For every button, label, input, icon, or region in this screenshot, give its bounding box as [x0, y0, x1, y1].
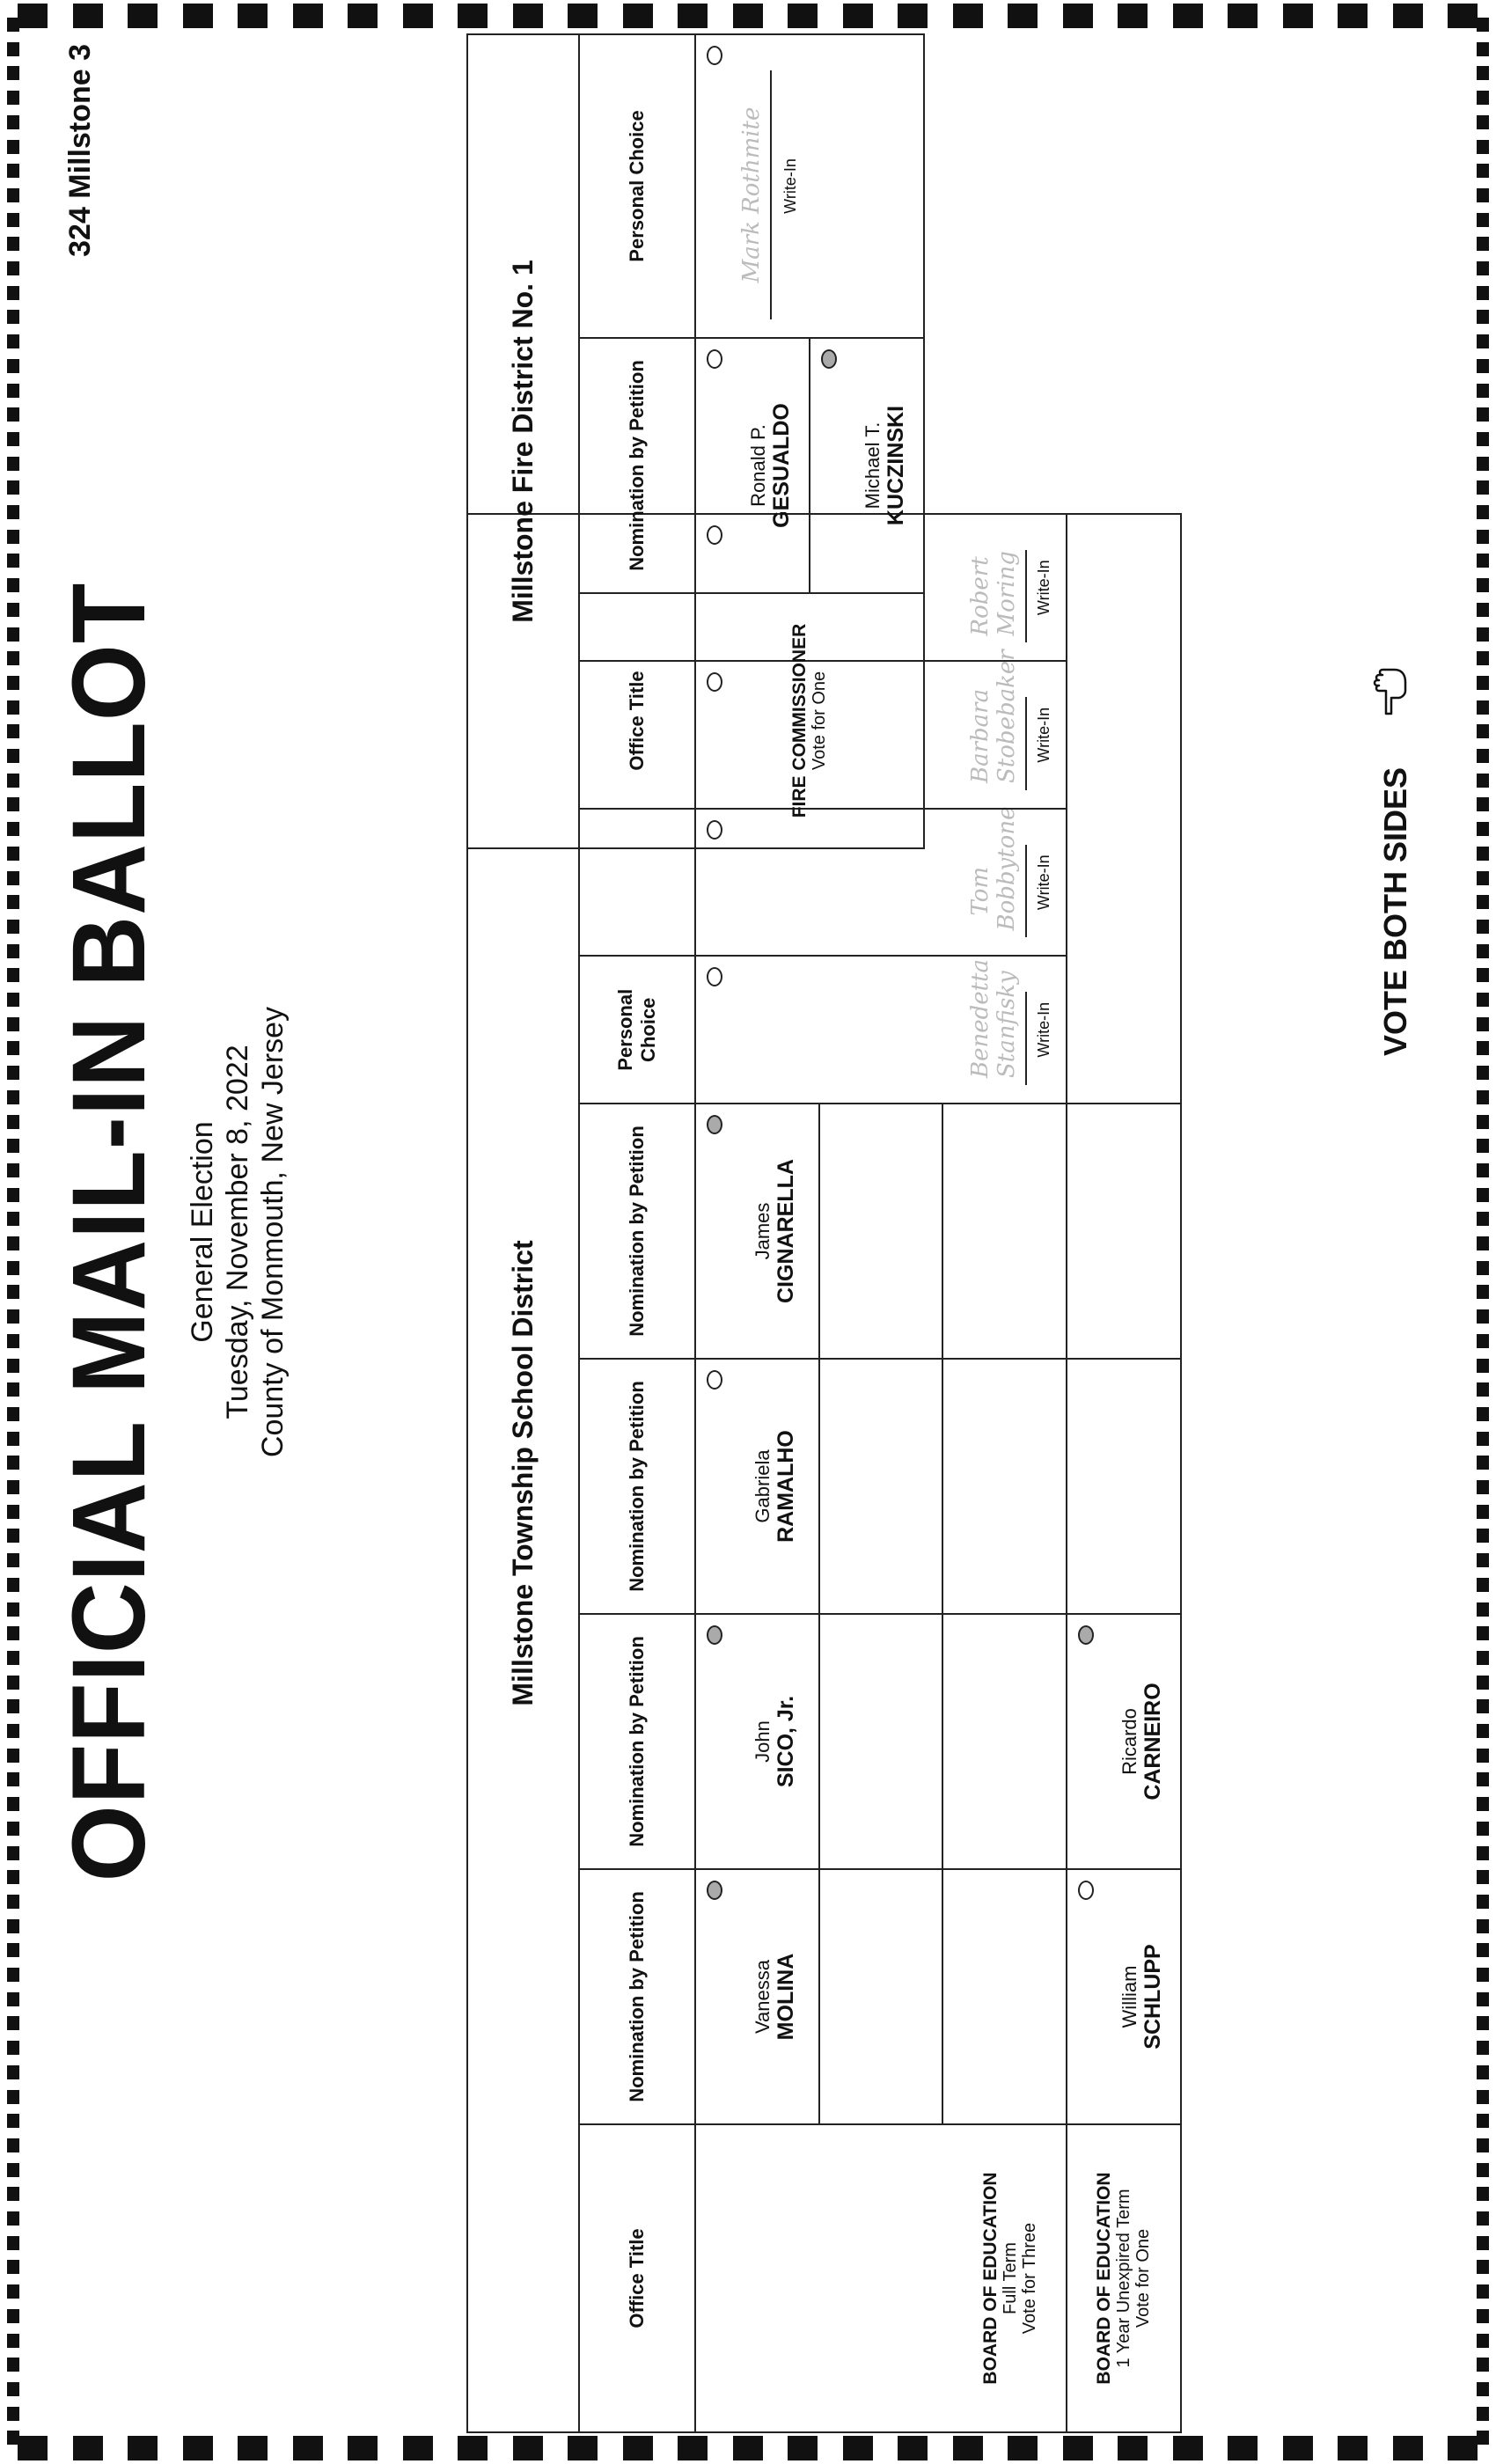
col-nomination-petition: Nomination by Petition — [579, 338, 695, 593]
candidate-cignarella[interactable] — [695, 1104, 819, 1359]
candidate-first-name: Gabriela — [751, 1449, 774, 1523]
office-vote-for: Vote for One — [810, 671, 829, 771]
candidate-molina[interactable] — [695, 1869, 819, 2124]
candidate-kuczinski[interactable] — [810, 338, 924, 593]
candidate-last-name: SICO, Jr. — [773, 1695, 798, 1788]
county-name: County of Monmouth, New Jersey — [256, 1006, 290, 1458]
candidate-first-name: Ronald P. — [746, 424, 769, 507]
candidate-last-name: MOLINA — [773, 1953, 798, 2041]
writein-label: Write-In — [1035, 560, 1052, 616]
candidate-first-name: Vanessa — [751, 1960, 774, 2034]
col-personal-choice-label: Personal Choice — [580, 956, 694, 1104]
vote-oval[interactable] — [1078, 1881, 1094, 1900]
school-district-title: Millstone Township School District — [467, 514, 579, 2432]
writein-handwriting: Tom Bobbytone — [967, 806, 1020, 931]
writein-line — [1025, 550, 1027, 643]
vote-both-sides-notice: VOTE BOTH SIDES — [1377, 766, 1413, 1056]
writein-handwriting: Mark Rothmite — [738, 106, 765, 283]
vote-oval[interactable] — [707, 349, 722, 369]
ballot-style-id: 324 Millstone 3 — [63, 44, 97, 257]
office-board-of-education-unexpired — [1067, 2124, 1181, 2432]
writein-label: Write-In — [1035, 854, 1052, 911]
candidate-first-name: John — [751, 1720, 774, 1763]
writein-slot-1[interactable] — [696, 957, 1066, 1104]
writein-line — [1025, 698, 1027, 791]
candidate-last-name: CARNEIRO — [1140, 1683, 1165, 1800]
fire-district-contest-table — [466, 33, 925, 849]
office-vote-for: Vote for One — [1133, 2228, 1153, 2328]
candidate-last-name: KUCZINSKI — [883, 405, 908, 526]
candidate-first-name: Ricardo — [1118, 1708, 1140, 1775]
candidate-last-name: RAMALHO — [773, 1430, 798, 1543]
candidate-last-name: SCHLUPP — [1140, 1944, 1165, 2050]
col-nomination-petition: Nomination by Petition — [579, 1359, 695, 1614]
candidate-gesualdo[interactable] — [695, 338, 810, 593]
col-personal-choice: Personal Choice — [579, 34, 695, 338]
candidate-last-name: CIGNARELLA — [773, 1159, 798, 1303]
vote-oval-filled[interactable] — [707, 1115, 722, 1134]
office-name: BOARD OF EDUCATION — [1094, 2172, 1114, 2385]
writein-line — [1025, 993, 1027, 1086]
office-name: FIRE COMMISSIONER — [789, 623, 810, 818]
office-name: BOARD OF EDUCATION — [980, 2172, 1001, 2385]
candidate-first-name: James — [751, 1202, 774, 1260]
ballot-title: OFFICIAL MAIL-IN BALLOT — [50, 582, 167, 1882]
candidate-ramalho[interactable] — [695, 1359, 819, 1614]
col-nomination-petition: Nomination by Petition — [579, 1614, 695, 1869]
writein-handwriting: Robert Moring — [967, 551, 1020, 636]
vote-oval[interactable] — [707, 46, 722, 65]
writein-label: Write-In — [781, 158, 799, 214]
col-nomination-petition: Nomination by Petition — [579, 1869, 695, 2124]
fire-district-title: Millstone Fire District No. 1 — [467, 34, 579, 848]
vote-oval-filled[interactable] — [707, 1881, 722, 1900]
writein-handwriting: Barbara Stobebaker — [967, 649, 1020, 783]
vote-oval-filled[interactable] — [821, 349, 837, 369]
candidate-first-name: William — [1118, 1965, 1140, 2028]
pointing-hand-icon — [1360, 656, 1412, 717]
vote-oval-filled[interactable] — [1078, 1625, 1094, 1645]
vote-oval-filled[interactable] — [707, 1625, 722, 1645]
candidate-sico[interactable] — [695, 1614, 819, 1869]
vote-oval[interactable] — [707, 1370, 722, 1390]
vote-oval[interactable] — [707, 968, 722, 987]
writein-line — [1025, 845, 1027, 938]
office-term: 1 Year Unexpired Term — [1114, 2189, 1133, 2368]
col-nomination-petition: Nomination by Petition — [579, 1104, 695, 1359]
candidate-last-name: GESUALDO — [768, 403, 794, 528]
office-board-of-education-full — [695, 2124, 1067, 2432]
writein-label: Write-In — [1035, 1001, 1052, 1058]
candidate-schlupp[interactable] — [1067, 1869, 1181, 2124]
col-office-title: Office Title — [579, 2124, 695, 2432]
office-fire-commissioner — [695, 593, 924, 848]
office-vote-for: Vote for Three — [1020, 2222, 1039, 2335]
col-office-title: Office Title — [579, 593, 695, 848]
fire-writein-slot[interactable] — [695, 34, 924, 338]
candidate-carneiro[interactable] — [1067, 1614, 1181, 1869]
candidate-first-name: Michael T. — [861, 422, 884, 510]
writein-label: Write-In — [1035, 707, 1052, 763]
election-name: General Election — [186, 1121, 219, 1343]
writein-line — [770, 70, 772, 319]
office-term: Full Term — [1001, 2242, 1020, 2314]
election-date: Tuesday, November 8, 2022 — [221, 1045, 254, 1419]
writein-handwriting: Benedetta Stanfisky — [967, 958, 1020, 1078]
